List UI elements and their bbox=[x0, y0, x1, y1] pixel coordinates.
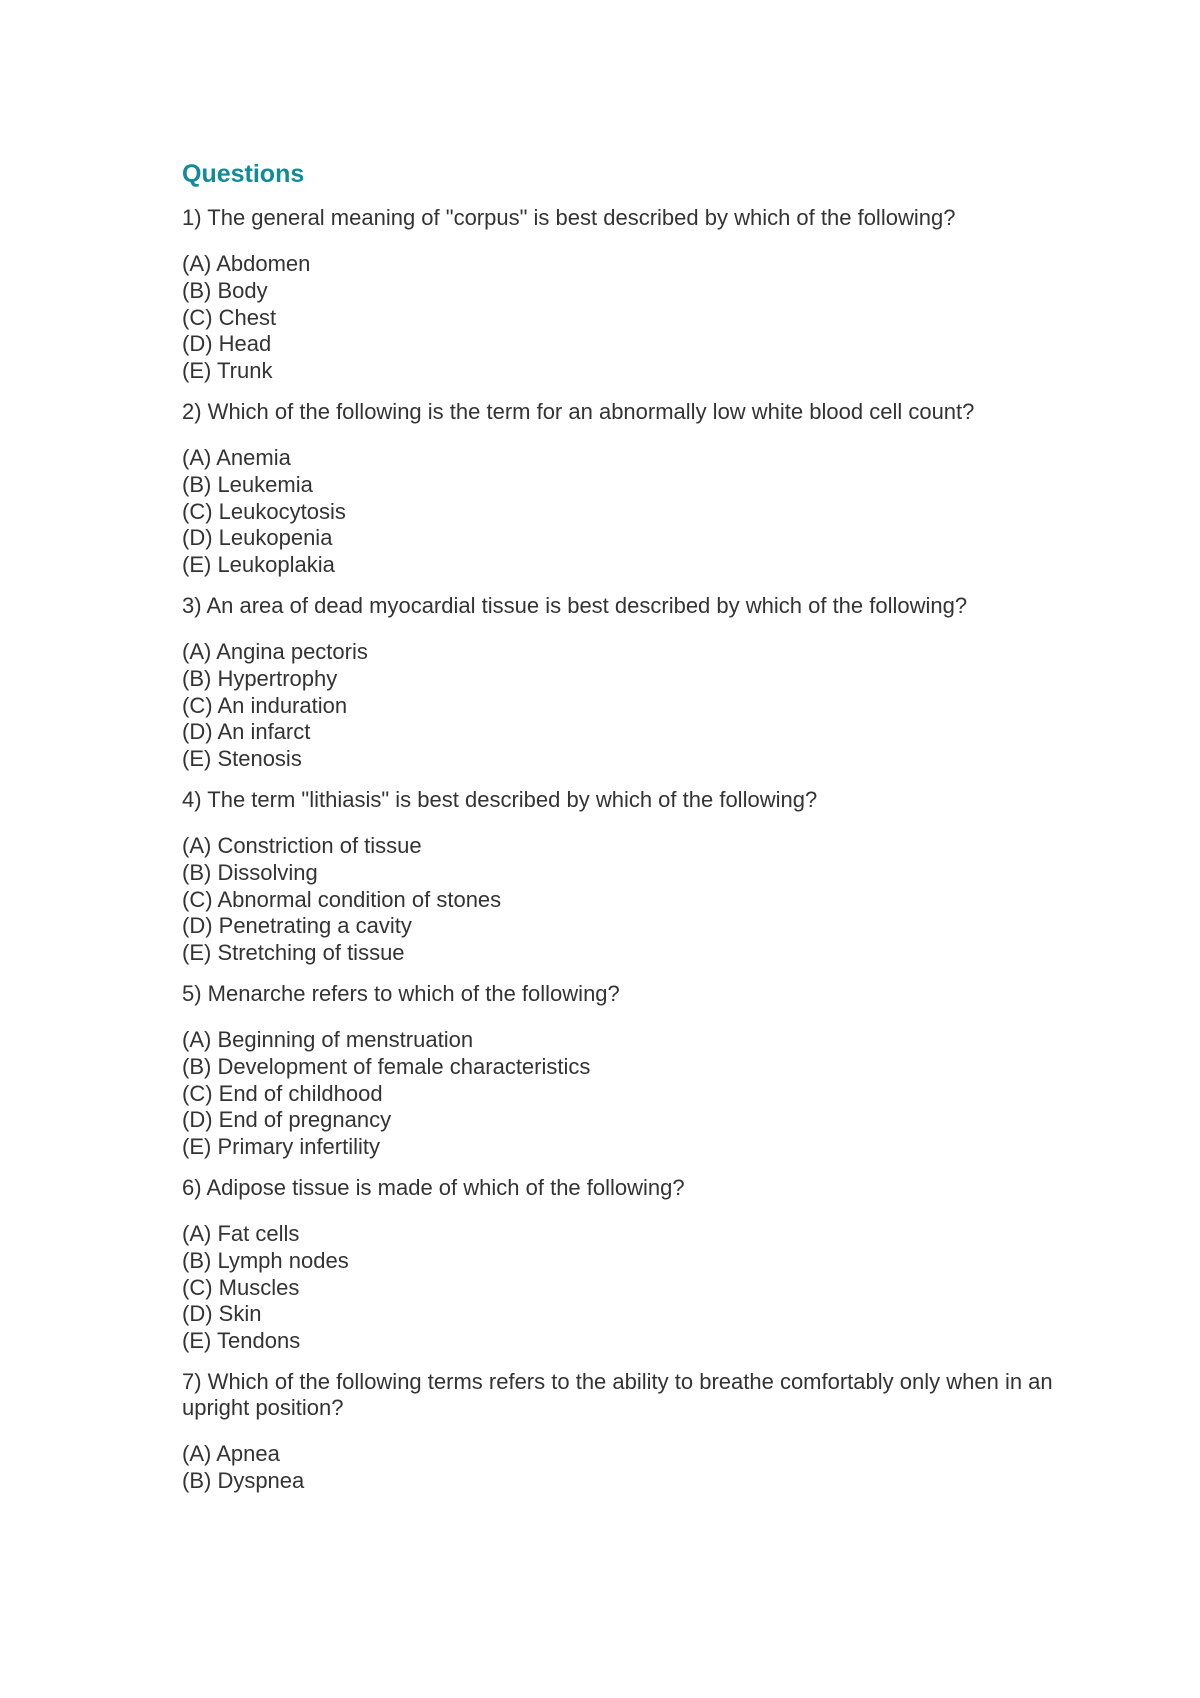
answer-option: (E) Trunk bbox=[182, 358, 273, 384]
question-block bbox=[182, 981, 1062, 1161]
answer-option: (C) Muscles bbox=[182, 1274, 300, 1300]
answer-option: (C) Leukocytosis bbox=[182, 498, 346, 524]
answer-option: (C) End of childhood bbox=[182, 1080, 383, 1106]
answer-option: (B) Hypertrophy bbox=[182, 665, 338, 691]
question-block bbox=[182, 787, 1062, 967]
answer-options bbox=[182, 251, 1062, 385]
answer-option: (A) Angina pectoris bbox=[182, 638, 368, 664]
answer-option: (E) Tendons bbox=[182, 1328, 301, 1354]
answer-option: (B) Dyspnea bbox=[182, 1467, 305, 1493]
question-text: 4) The term "lithiasis" is best described by which of the following? bbox=[182, 786, 818, 812]
answer-option: (A) Anemia bbox=[182, 444, 291, 470]
answer-option: (D) End of pregnancy bbox=[182, 1107, 392, 1133]
answer-option: (C) Chest bbox=[182, 304, 277, 330]
answer-options bbox=[182, 445, 1062, 579]
question-block bbox=[182, 205, 1062, 385]
answer-option: (C) Abnormal condition of stones bbox=[182, 886, 502, 912]
answer-option: (D) Head bbox=[182, 331, 272, 357]
answer-option: (B) Development of female characteristics bbox=[182, 1053, 591, 1079]
answer-option: (E) Stenosis bbox=[182, 746, 302, 772]
question-block bbox=[182, 399, 1062, 579]
answer-options bbox=[182, 1027, 1062, 1161]
answer-option: (E) Primary infertility bbox=[182, 1134, 381, 1160]
answer-option: (B) Dissolving bbox=[182, 859, 318, 885]
answer-option: (A) Constriction of tissue bbox=[182, 832, 422, 858]
answer-options bbox=[182, 1441, 1062, 1495]
question-text: 6) Adipose tissue is made of which of the following? bbox=[182, 1174, 685, 1200]
answer-option: (A) Abdomen bbox=[182, 251, 311, 276]
answer-option: (E) Stretching of tissue bbox=[182, 940, 405, 966]
question-block bbox=[182, 1175, 1062, 1355]
answer-option: (A) Apnea bbox=[182, 1440, 280, 1466]
question-text: 3) An area of dead myocardial tissue is best described by which of the following? bbox=[182, 592, 968, 618]
answer-option: (E) Leukoplakia bbox=[182, 552, 335, 578]
answer-option: (B) Body bbox=[182, 277, 268, 303]
answer-options bbox=[182, 1221, 1062, 1355]
answer-option: (C) An induration bbox=[182, 692, 348, 718]
answer-options bbox=[182, 833, 1062, 967]
question-text: 5) Menarche refers to which of the following? bbox=[182, 980, 620, 1006]
answer-option: (D) Skin bbox=[182, 1301, 262, 1327]
answer-option: (B) Leukemia bbox=[182, 471, 313, 497]
answer-option: (A) Beginning of menstruation bbox=[182, 1026, 474, 1052]
question-text: 1) The general meaning of "corpus" is best described by which of the following? bbox=[182, 205, 956, 230]
answer-option: (A) Fat cells bbox=[182, 1220, 300, 1246]
answer-options bbox=[182, 639, 1062, 773]
question-text: 7) Which of the following terms refers to the ability to breathe comfortably only when in an upright position? bbox=[182, 1368, 1053, 1420]
document-page bbox=[182, 160, 1062, 1509]
answer-option: (B) Lymph nodes bbox=[182, 1247, 349, 1273]
question-list bbox=[182, 205, 1062, 1495]
question-block bbox=[182, 1369, 1062, 1495]
question-block bbox=[182, 593, 1062, 773]
question-text: 2) Which of the following is the term for an abnormally low white blood cell count? bbox=[182, 398, 975, 424]
page-title: Questions bbox=[182, 160, 305, 188]
answer-option: (D) An infarct bbox=[182, 719, 311, 745]
answer-option: (D) Penetrating a cavity bbox=[182, 913, 412, 939]
answer-option: (D) Leukopenia bbox=[182, 525, 333, 551]
